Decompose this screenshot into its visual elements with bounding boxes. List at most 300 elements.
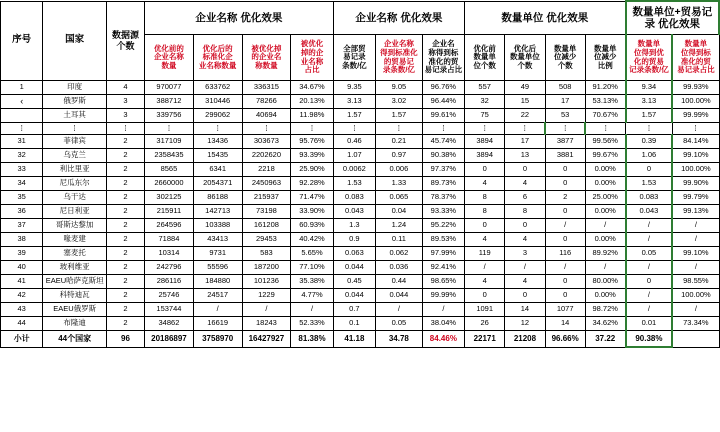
cell: 34.67% bbox=[291, 81, 333, 95]
cell: 0.00% bbox=[585, 289, 625, 303]
cell: 8 bbox=[465, 191, 505, 205]
cell: 45.74% bbox=[422, 135, 464, 149]
cell: 2 bbox=[106, 219, 144, 233]
row-index: 38 bbox=[1, 233, 43, 247]
col-index-header: 序号 bbox=[1, 1, 43, 81]
cell: 99.93% bbox=[672, 81, 719, 95]
cell: 99.99% bbox=[672, 109, 719, 123]
group-header-quantity-unit: 数量单位 优化效果 bbox=[465, 1, 626, 35]
cell: / bbox=[465, 261, 505, 275]
row-country: 布隆迪 bbox=[43, 317, 107, 331]
total-cell: 20186897 bbox=[145, 331, 194, 348]
cell: 119 bbox=[465, 247, 505, 261]
cell: 95.22% bbox=[422, 219, 464, 233]
row-country: 乌克兰 bbox=[43, 149, 107, 163]
cell: 1.53 bbox=[333, 177, 375, 191]
cell: 22 bbox=[505, 109, 545, 123]
cell: 9.05 bbox=[376, 81, 423, 95]
cell: 0.0062 bbox=[333, 163, 375, 177]
cell: 4 bbox=[505, 233, 545, 247]
ellipsis-cell: ⁞ bbox=[422, 123, 464, 135]
cell: 1091 bbox=[465, 303, 505, 317]
cell: 4 bbox=[465, 275, 505, 289]
cell: 100.00% bbox=[672, 163, 719, 177]
row-index: 40 bbox=[1, 261, 43, 275]
table-row bbox=[1, 233, 720, 247]
cell: 14 bbox=[545, 317, 585, 331]
ellipsis-cell: ⁞ bbox=[145, 123, 194, 135]
cell: 0.043 bbox=[626, 205, 673, 219]
cell: 3 bbox=[106, 109, 144, 123]
cell: / bbox=[626, 303, 673, 317]
ellipsis-cell: ⁞ bbox=[333, 123, 375, 135]
cell: 99.79% bbox=[672, 191, 719, 205]
cell: 89.73% bbox=[422, 177, 464, 191]
row-index: 33 bbox=[1, 163, 43, 177]
cell: / bbox=[626, 233, 673, 247]
cell: / bbox=[672, 219, 719, 233]
cell: 2 bbox=[106, 275, 144, 289]
cell: 2 bbox=[106, 205, 144, 219]
cell: 99.99% bbox=[422, 289, 464, 303]
cell: 99.10% bbox=[672, 247, 719, 261]
cell: 153744 bbox=[145, 303, 194, 317]
cell: 142713 bbox=[193, 205, 242, 219]
cell: 12 bbox=[505, 317, 545, 331]
cell: 302125 bbox=[145, 191, 194, 205]
row-index: 1 bbox=[1, 81, 43, 95]
cell: 0.05 bbox=[376, 317, 423, 331]
sub-header-unit-opt-trade-records: 数量单 位得到优 化的贸易 记录条数/亿 bbox=[626, 35, 673, 81]
cell: 5.65% bbox=[291, 247, 333, 261]
table-row bbox=[1, 163, 720, 177]
row-index: 44 bbox=[1, 317, 43, 331]
cell: 2 bbox=[545, 191, 585, 205]
row-country: 菲律宾 bbox=[43, 135, 107, 149]
sub-header-standardized-trade-ratio: 企业名 称得到标 准化的贸 易记录占比 bbox=[422, 35, 464, 81]
table-row bbox=[1, 95, 720, 109]
cell: 86188 bbox=[193, 191, 242, 205]
cell: 91.20% bbox=[585, 81, 625, 95]
cell: 25.00% bbox=[585, 191, 625, 205]
cell: 40694 bbox=[242, 109, 291, 123]
cell: 1.24 bbox=[376, 219, 423, 233]
cell: 187200 bbox=[242, 261, 291, 275]
cell: / bbox=[376, 303, 423, 317]
total-label: 小计 bbox=[1, 331, 43, 348]
cell: 583 bbox=[242, 247, 291, 261]
cell: 0.043 bbox=[333, 205, 375, 219]
ellipsis-cell: ⁞ bbox=[242, 123, 291, 135]
cell: 1.06 bbox=[626, 149, 673, 163]
cell: / bbox=[672, 303, 719, 317]
cell: 116 bbox=[545, 247, 585, 261]
total-cell: 84.46% bbox=[422, 331, 464, 348]
cell: 73.34% bbox=[672, 317, 719, 331]
cell: 2 bbox=[106, 303, 144, 317]
cell: 0.00% bbox=[585, 205, 625, 219]
table-row bbox=[1, 219, 720, 233]
cell: 73198 bbox=[242, 205, 291, 219]
cell: 0.044 bbox=[333, 289, 375, 303]
cell: 43413 bbox=[193, 233, 242, 247]
row-index: 32 bbox=[1, 149, 43, 163]
cell: 53 bbox=[545, 109, 585, 123]
cell: 90.38% bbox=[422, 149, 464, 163]
row-index: 34 bbox=[1, 177, 43, 191]
cell: 0.44 bbox=[376, 275, 423, 289]
cell: 3894 bbox=[465, 135, 505, 149]
cell: 1.53 bbox=[626, 177, 673, 191]
cell: 0.7 bbox=[333, 303, 375, 317]
row-index: 31 bbox=[1, 135, 43, 149]
cell: 0.39 bbox=[626, 135, 673, 149]
cell: 78.37% bbox=[422, 191, 464, 205]
cell: / bbox=[585, 219, 625, 233]
table-row bbox=[1, 177, 720, 191]
cell: 103388 bbox=[193, 219, 242, 233]
ellipsis-cell: ⁞ bbox=[505, 123, 545, 135]
group-header-company-name-trade: 企业名称 优化效果 bbox=[333, 1, 464, 35]
cell: 184880 bbox=[193, 275, 242, 289]
cell: 0 bbox=[545, 233, 585, 247]
cell: 0 bbox=[545, 205, 585, 219]
cell: 3877 bbox=[545, 135, 585, 149]
row-index: 42 bbox=[1, 289, 43, 303]
cell: 1077 bbox=[545, 303, 585, 317]
cell: 339756 bbox=[145, 109, 194, 123]
cell: 9.35 bbox=[333, 81, 375, 95]
cell: 100.00% bbox=[672, 289, 719, 303]
cell: 3881 bbox=[545, 149, 585, 163]
table-row bbox=[1, 303, 720, 317]
cell: 336315 bbox=[242, 81, 291, 95]
cell: 2450963 bbox=[242, 177, 291, 191]
cell: 8 bbox=[505, 205, 545, 219]
cell: 0.044 bbox=[333, 261, 375, 275]
cell: 70.67% bbox=[585, 109, 625, 123]
cell: 2202620 bbox=[242, 149, 291, 163]
total-cell: 81.38% bbox=[291, 331, 333, 348]
cell: 24517 bbox=[193, 289, 242, 303]
cell: 3894 bbox=[465, 149, 505, 163]
cell: 77.10% bbox=[291, 261, 333, 275]
cell: 2 bbox=[106, 163, 144, 177]
row-country: 塞麦托 bbox=[43, 247, 107, 261]
cell: 60.93% bbox=[291, 219, 333, 233]
cell: 2054371 bbox=[193, 177, 242, 191]
cell: 1.57 bbox=[626, 109, 673, 123]
cell: 0.083 bbox=[626, 191, 673, 205]
sub-header-total-trade-records: 全部贸 易记录 条数/亿 bbox=[333, 35, 375, 81]
ellipsis-row bbox=[1, 123, 720, 135]
total-row bbox=[1, 331, 720, 348]
sub-header-removed-company-ratio: 被优化 掉的企 业名称 占比 bbox=[291, 35, 333, 81]
cell: / bbox=[193, 303, 242, 317]
cell: 55596 bbox=[193, 261, 242, 275]
cell: / bbox=[545, 261, 585, 275]
cell: 4 bbox=[505, 177, 545, 191]
cell: 0.036 bbox=[376, 261, 423, 275]
sub-header-pre-opt-company-count: 优化前的 企业名称 数量 bbox=[145, 35, 194, 81]
col-country-header: 国家 bbox=[43, 1, 107, 81]
row-index: 35 bbox=[1, 191, 43, 205]
cell: 0.063 bbox=[333, 247, 375, 261]
cell: / bbox=[242, 303, 291, 317]
cell: 4 bbox=[465, 233, 505, 247]
cell: 100.00% bbox=[672, 95, 719, 109]
cell: 0 bbox=[465, 289, 505, 303]
table-row bbox=[1, 135, 720, 149]
col-source-count-header: 数据源 个数 bbox=[106, 1, 144, 81]
cell: 2 bbox=[106, 135, 144, 149]
ellipsis-cell: ⁞ bbox=[626, 123, 673, 135]
cell: / bbox=[585, 261, 625, 275]
cell: 15435 bbox=[193, 149, 242, 163]
cell: 0 bbox=[626, 163, 673, 177]
group-header-quantity-unit-trade: 数量单位+贸易记录 优化效果 bbox=[626, 1, 719, 35]
total-country: 44个国家 bbox=[43, 331, 107, 348]
cell: 0.1 bbox=[333, 317, 375, 331]
cell: 970077 bbox=[145, 81, 194, 95]
cell: 1.07 bbox=[333, 149, 375, 163]
cell: 25746 bbox=[145, 289, 194, 303]
row-index: 43 bbox=[1, 303, 43, 317]
ellipsis-cell: ⁞ bbox=[672, 123, 719, 135]
row-country: EAEU哈萨克斯坦 bbox=[43, 275, 107, 289]
ellipsis-cell: ⁞ bbox=[376, 123, 423, 135]
cell: 99.90% bbox=[672, 177, 719, 191]
cell: 89.92% bbox=[585, 247, 625, 261]
cell: 84.14% bbox=[672, 135, 719, 149]
cell: 2 bbox=[106, 261, 144, 275]
cell: 9731 bbox=[193, 247, 242, 261]
row-index: 41 bbox=[1, 275, 43, 289]
cell: 4.77% bbox=[291, 289, 333, 303]
cell: 0 bbox=[465, 219, 505, 233]
cell: 96.76% bbox=[422, 81, 464, 95]
table-row bbox=[1, 191, 720, 205]
cell: / bbox=[291, 303, 333, 317]
cell: 0.00% bbox=[585, 163, 625, 177]
cell: 9.34 bbox=[626, 81, 673, 95]
cell: 71.47% bbox=[291, 191, 333, 205]
cell: 99.10% bbox=[672, 149, 719, 163]
cell: 2 bbox=[106, 233, 144, 247]
sub-header-removed-company-count: 被优化掉 的企业名 称数量 bbox=[242, 35, 291, 81]
cell: 0.006 bbox=[376, 163, 423, 177]
cell: 10314 bbox=[145, 247, 194, 261]
row-country: 尼瓜东尔 bbox=[43, 177, 107, 191]
cell: 0 bbox=[545, 177, 585, 191]
cell: 89.53% bbox=[422, 233, 464, 247]
cell: 215911 bbox=[145, 205, 194, 219]
cell: 3.13 bbox=[626, 95, 673, 109]
row-index: 39 bbox=[1, 247, 43, 261]
ellipsis-cell: ⁞ bbox=[106, 123, 144, 135]
row-country: 喙麦建 bbox=[43, 233, 107, 247]
cell: 29453 bbox=[242, 233, 291, 247]
cell: 0.04 bbox=[376, 205, 423, 219]
cell: 0 bbox=[545, 275, 585, 289]
cell: 16619 bbox=[193, 317, 242, 331]
cell: 33.90% bbox=[291, 205, 333, 219]
total-cell: 41.18 bbox=[333, 331, 375, 348]
sub-header-unit-reduced-count: 数量单 位减少 个数 bbox=[545, 35, 585, 81]
cell: 13436 bbox=[193, 135, 242, 149]
cell: 0.9 bbox=[333, 233, 375, 247]
cell: 0 bbox=[545, 289, 585, 303]
cell: / bbox=[672, 261, 719, 275]
cell: 215937 bbox=[242, 191, 291, 205]
ellipsis-cell: ⁞ bbox=[43, 123, 107, 135]
cell: 242796 bbox=[145, 261, 194, 275]
cell: 0.05 bbox=[626, 247, 673, 261]
cell: 38.04% bbox=[422, 317, 464, 331]
sub-header-post-opt-company-count: 优化后的 标准化企 业名称数量 bbox=[193, 35, 242, 81]
cell: 95.76% bbox=[291, 135, 333, 149]
ellipsis-cell: ⁞ bbox=[1, 123, 43, 135]
table-row bbox=[1, 247, 720, 261]
row-country: 玻利维亚 bbox=[43, 261, 107, 275]
cell: 17 bbox=[545, 95, 585, 109]
cell: 0 bbox=[626, 275, 673, 289]
cell: 303673 bbox=[242, 135, 291, 149]
cell: 299062 bbox=[193, 109, 242, 123]
cell: 13 bbox=[505, 149, 545, 163]
cell: 633762 bbox=[193, 81, 242, 95]
table-row bbox=[1, 275, 720, 289]
cell: 80.00% bbox=[585, 275, 625, 289]
cell: 17 bbox=[505, 135, 545, 149]
ellipsis-cell: ⁞ bbox=[545, 123, 585, 135]
cell: 4 bbox=[465, 177, 505, 191]
table-row bbox=[1, 81, 720, 95]
cell: 34.62% bbox=[585, 317, 625, 331]
row-country: EAEU俄罗斯 bbox=[43, 303, 107, 317]
total-cell: 90.38% bbox=[626, 331, 673, 348]
row-index bbox=[1, 109, 43, 123]
cell: 3 bbox=[505, 247, 545, 261]
cell: 0.45 bbox=[333, 275, 375, 289]
table-row bbox=[1, 109, 720, 123]
cell: 310446 bbox=[193, 95, 242, 109]
ellipsis-cell: ⁞ bbox=[193, 123, 242, 135]
cell: 4 bbox=[106, 81, 144, 95]
cell: 2 bbox=[106, 149, 144, 163]
row-country: 乌干达 bbox=[43, 191, 107, 205]
cell: 1.3 bbox=[333, 219, 375, 233]
cell: 99.56% bbox=[585, 135, 625, 149]
cell: 0 bbox=[505, 163, 545, 177]
cell: 161208 bbox=[242, 219, 291, 233]
cell: 0.11 bbox=[376, 233, 423, 247]
total-cell: 34.78 bbox=[376, 331, 423, 348]
cell: 20.13% bbox=[291, 95, 333, 109]
cell: 3.02 bbox=[376, 95, 423, 109]
group-header-company-name: 企业名称 优化效果 bbox=[145, 1, 334, 35]
table-row bbox=[1, 317, 720, 331]
total-cell: 22171 bbox=[465, 331, 505, 348]
cell: 3.13 bbox=[333, 95, 375, 109]
total-cell: 37.22 bbox=[585, 331, 625, 348]
total-cell: 96.66% bbox=[545, 331, 585, 348]
row-index: ‹ bbox=[1, 95, 43, 109]
cell: 2358435 bbox=[145, 149, 194, 163]
total-cell: 16427927 bbox=[242, 331, 291, 348]
cell: 25.90% bbox=[291, 163, 333, 177]
cell: 0.083 bbox=[333, 191, 375, 205]
cell: 0.46 bbox=[333, 135, 375, 149]
cell: 2 bbox=[106, 247, 144, 261]
total-cell bbox=[672, 331, 719, 348]
cell: 98.65% bbox=[422, 275, 464, 289]
cell: 264596 bbox=[145, 219, 194, 233]
cell: 1.33 bbox=[376, 177, 423, 191]
cell: 92.28% bbox=[291, 177, 333, 191]
cell: 32 bbox=[465, 95, 505, 109]
cell: 78266 bbox=[242, 95, 291, 109]
cell: / bbox=[626, 219, 673, 233]
table-row bbox=[1, 149, 720, 163]
cell: 0.065 bbox=[376, 191, 423, 205]
row-index: 36 bbox=[1, 205, 43, 219]
sub-header-unit-opt-trade-ratio: 数量单 位得到标 准化的贸 易记录占比 bbox=[672, 35, 719, 81]
row-country: 俄罗斯 bbox=[43, 95, 107, 109]
cell: 2 bbox=[106, 177, 144, 191]
cell: 98.55% bbox=[672, 275, 719, 289]
cell: 93.39% bbox=[291, 149, 333, 163]
total-cell: 21208 bbox=[505, 331, 545, 348]
cell: 2660000 bbox=[145, 177, 194, 191]
row-country: 尼日利亚 bbox=[43, 205, 107, 219]
cell: 3 bbox=[106, 95, 144, 109]
cell: 96.44% bbox=[422, 95, 464, 109]
cell: 8 bbox=[465, 205, 505, 219]
ellipsis-cell: ⁞ bbox=[465, 123, 505, 135]
sub-header-post-opt-unit-count: 优化后 数量单位 个数 bbox=[505, 35, 545, 81]
cell: 97.99% bbox=[422, 247, 464, 261]
cell: 0.062 bbox=[376, 247, 423, 261]
cell: 18243 bbox=[242, 317, 291, 331]
table-row bbox=[1, 289, 720, 303]
row-country: 土耳其 bbox=[43, 109, 107, 123]
table-row bbox=[1, 261, 720, 275]
cell: 557 bbox=[465, 81, 505, 95]
cell: 53.13% bbox=[585, 95, 625, 109]
sub-header-unit-reduced-ratio: 数量单 位减少 比例 bbox=[585, 35, 625, 81]
ellipsis-cell: ⁞ bbox=[291, 123, 333, 135]
cell: / bbox=[505, 261, 545, 275]
cell: 52.33% bbox=[291, 317, 333, 331]
cell: 34862 bbox=[145, 317, 194, 331]
cell: 99.13% bbox=[672, 205, 719, 219]
cell: 49 bbox=[505, 81, 545, 95]
cell: 0.01 bbox=[626, 317, 673, 331]
cell: 0.044 bbox=[376, 289, 423, 303]
cell: 388712 bbox=[145, 95, 194, 109]
cell: 26 bbox=[465, 317, 505, 331]
header-group-row bbox=[1, 1, 720, 35]
total-cell: 3758970 bbox=[193, 331, 242, 348]
cell: 0.00% bbox=[585, 177, 625, 191]
row-country: 利比里亚 bbox=[43, 163, 107, 177]
cell: 286116 bbox=[145, 275, 194, 289]
cell: / bbox=[545, 219, 585, 233]
cell: 0.97 bbox=[376, 149, 423, 163]
cell: 92.41% bbox=[422, 261, 464, 275]
cell: 1.57 bbox=[376, 109, 423, 123]
